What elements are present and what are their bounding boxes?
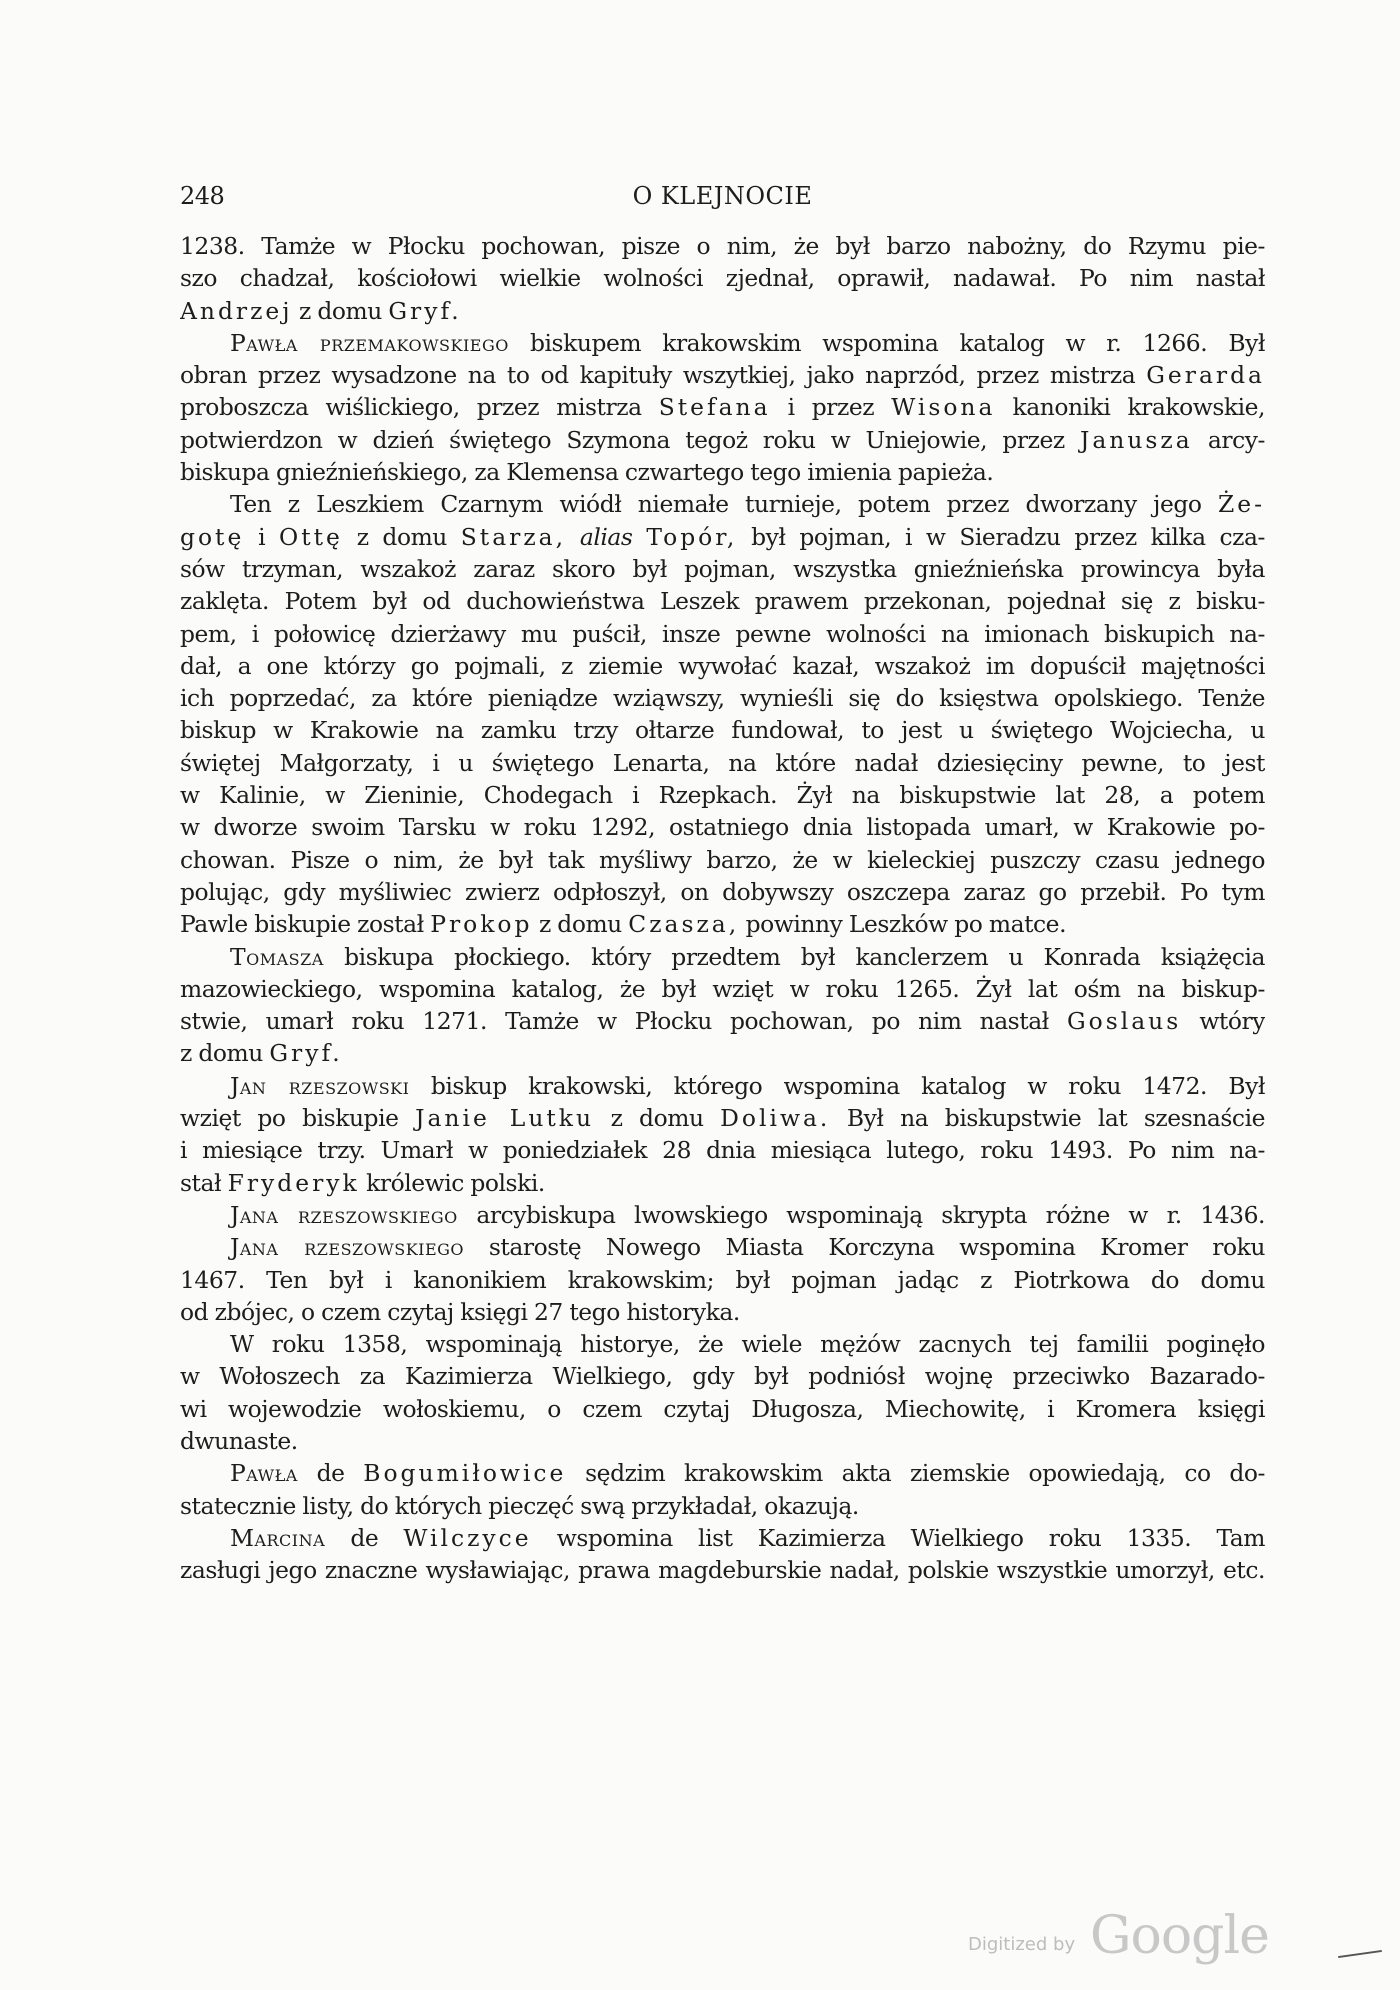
text-line (180, 488, 1265, 520)
text-run: zasługi jego znaczne wysławiając, prawa magdeburskie nadał, polskie wszystkie umorzył, etc. (180, 1556, 1265, 1585)
text-line (180, 262, 1265, 294)
watermark-prefix: Digitized by (968, 1934, 1076, 1955)
text-run: biskupa gnieźnieńskiego, za Klemensa czwartego tego imienia papieża. (180, 458, 994, 487)
text-run: potwierdzon w dzień świętego Szymona tegoż roku w Uniejowie, przez (180, 425, 1080, 454)
text-run: z domu (594, 1104, 721, 1133)
text-run: z domu (532, 910, 629, 939)
small-caps-name: Marcina (230, 1523, 326, 1552)
text-line (180, 1522, 1265, 1554)
scan-mark (1338, 1950, 1382, 1958)
text-run: mazowieckiego, wspomina katalog, że był wzięt w roku 1265. Żył lat ośm na biskup- (180, 974, 1265, 1003)
small-caps-name: Pawła (230, 1459, 298, 1488)
text-run: arcybiskupa lwowskiego wspominają skrypta różne w r. 1436. (457, 1200, 1265, 1229)
small-caps-name: Pawła przemakowskiego (230, 328, 509, 357)
spaced-name: Goslaus (1066, 1007, 1182, 1036)
spaced-name: Andrzej (180, 296, 293, 325)
page-header (180, 182, 1265, 222)
spaced-name: Stefana (658, 393, 771, 422)
text-line (180, 1425, 1265, 1457)
text-line (180, 811, 1265, 843)
text-run: biskup krakowski, którego wspomina katalog w roku 1472. Był (409, 1071, 1265, 1100)
text-line (180, 779, 1265, 811)
text-line (180, 359, 1265, 391)
text-run: biskup w Krakowie na zamku trzy ołtarze fundował, to jest u świętego Wojciecha, u (180, 716, 1265, 745)
text-run: obran przez wysadzone na to od kapituły wszytkiej, jako naprzód, przez mistrza (180, 361, 1147, 390)
text-run: chowan. Pisze o nim, że był tak myśliwy barzo, że w kieleckiej puszczy czasu jednego (180, 845, 1265, 874)
text-line (180, 230, 1265, 262)
text-run: statecznie listy, do których pieczęć swą przykładał, okazują. (180, 1491, 859, 1520)
small-caps-name: Tomasza (230, 942, 324, 971)
text-line (180, 1360, 1265, 1392)
text-run: z domu (180, 1039, 270, 1068)
text-run: 1467. Ten był i kanonikiem krakowskim; był pojman jadąc z Piotrkowa do domu (180, 1265, 1265, 1294)
text-run: od zbójec, o czem czytaj księgi 27 tego historyka. (180, 1297, 740, 1326)
text-run: sów trzyman, wszakoż zaraz skoro był pojman, wszystka gnieźnieńska prowincya była (180, 554, 1265, 583)
text-run: Pawle biskupie został (180, 910, 431, 939)
page-number: 248 (180, 182, 225, 210)
text-run: Był na biskupstwie lat szesnaście (830, 1104, 1265, 1133)
google-logo: Google (1090, 1906, 1269, 1966)
text-run: Ten z Leszkiem Czarnym wiódł niemałe turnieje, potem przez dworzany jego (230, 490, 1218, 519)
text-line (180, 327, 1265, 359)
text-line (180, 1037, 1265, 1069)
text-line (180, 941, 1265, 973)
text-line (180, 1457, 1265, 1489)
text-line (180, 973, 1265, 1005)
spaced-name: Bogumiłowice (363, 1459, 567, 1488)
spaced-name: Gryf. (269, 1039, 343, 1068)
text-run: 1238. Tamże w Płocku pochowan, pisze o nim, że był barzo nabożny, do Rzymu pie- (180, 232, 1265, 260)
text-run: proboszcza wiślickiego, przez mistrza (180, 393, 659, 422)
text-run: de (297, 1459, 364, 1488)
text-run: i miesiące trzy. Umarł w poniedziałek 28 dnia miesiąca lutego, roku 1493. Po nim na- (180, 1136, 1265, 1165)
running-head: O KLEJNOCIE (632, 182, 813, 210)
text-run: W roku 1358, wspominają historye, że wiele mężów zacnych tej familii poginęło (230, 1330, 1265, 1359)
text-run: wspomina list Kazimierza Wielkiego roku 1335. Tam (531, 1523, 1265, 1552)
text-line (180, 1070, 1265, 1102)
text-line (180, 908, 1265, 940)
spaced-name: Wilczyce (403, 1523, 532, 1552)
text-line (180, 521, 1265, 553)
text-line (180, 456, 1265, 488)
spaced-name: Janusza (1079, 425, 1193, 454)
spaced-name: Starza, (460, 522, 567, 551)
spaced-name: Wisona (891, 393, 996, 422)
text-run: stwie, umarł roku 1271. Tamże w Płocku pochowan, po nim nastał (180, 1007, 1067, 1036)
text-run: był pojman, i w Sieradzu przez kilka cza- (737, 522, 1265, 551)
text-run: szo chadzał, kościołowi wielkie wolności zjednał, oprawił, nadawał. Po nim nastał (180, 264, 1265, 293)
spaced-name: gotę (180, 522, 245, 551)
text-line (180, 1102, 1265, 1134)
small-caps-name: Jan rzeszowski (230, 1071, 410, 1100)
text-run: ich poprzedać, za które pieniądze wziąwszy, wynieśli się do księstwa opolskiego. Tenże (180, 684, 1265, 713)
spaced-name: Gerarda (1146, 361, 1265, 390)
text-run: biskupa płockiego. który przedtem był kanclerzem u Konrada książęcia (323, 942, 1265, 971)
text-line (180, 1231, 1265, 1263)
text-line (180, 1296, 1265, 1328)
text-run: w dworze swoim Tarsku w roku 1292, ostatniego dnia listopada umarł, w Krakowie po- (180, 813, 1265, 842)
text-line (180, 1005, 1265, 1037)
text-run (566, 523, 580, 551)
text-run: w Kalinie, w Zieninie, Chodegach i Rzepkach. Żył na biskupstwie lat 28, a potem (180, 781, 1265, 810)
text-run: królewic polski. (359, 1168, 545, 1197)
spaced-name: Czasza, (628, 910, 740, 939)
text-line (180, 1490, 1265, 1522)
text-line (180, 1199, 1265, 1231)
text-line (180, 1393, 1265, 1425)
text-line (180, 295, 1265, 327)
text-run: zaklęta. Potem był od duchowieństwa Leszek prawem przekonan, pojednał się z bisku- (180, 587, 1265, 616)
text-line (180, 391, 1265, 423)
text-line (180, 1264, 1265, 1296)
text-line (180, 747, 1265, 779)
text-line (180, 682, 1265, 714)
text-run: wtóry (1181, 1007, 1265, 1036)
text-run: wzięt po biskupie (180, 1104, 416, 1133)
text-run: polując, gdy myśliwiec zwierz odpłoszył, on dobywszy oszczepa zaraz go przebił. Po tym (180, 877, 1265, 906)
text-run: świętej Małgorzaty, i u świętego Lenarta, na które nadał dziesięciny pewne, to jest (180, 748, 1265, 777)
text-run: kanoniki krakowskie, (995, 393, 1265, 422)
text-run: dał, a one którzy go pojmali, z ziemie wywołać kazał, wszakoż im dopuścił majętności (180, 651, 1265, 680)
text-run: biskupem krakowskim wspomina katalog w r. 1266. Był (508, 328, 1265, 357)
text-run: powinny Leszków po matce. (739, 910, 1067, 939)
text-line (180, 876, 1265, 908)
text-line (180, 585, 1265, 617)
digitized-by-google-watermark (968, 1906, 1308, 1972)
spaced-name: Gryf. (388, 296, 462, 325)
spaced-name: Prokop (430, 910, 533, 939)
spaced-name: Doliwa. (720, 1104, 831, 1133)
spaced-name: Fryderyk (227, 1168, 360, 1197)
text-run: z domu (342, 522, 461, 551)
text-line (180, 844, 1265, 876)
text-line (180, 424, 1265, 456)
spaced-name: Janie Lutku (415, 1104, 595, 1133)
spaced-name: Ottę (279, 522, 343, 551)
text-run: z domu (292, 296, 389, 325)
text-line (180, 650, 1265, 682)
text-run: de (325, 1523, 404, 1552)
spaced-name: Że- (1218, 490, 1265, 519)
text-run: arcy- (1192, 425, 1265, 454)
text-line (180, 1134, 1265, 1166)
body-text (180, 230, 1265, 1586)
small-caps-name: Jana rzeszowskiego (230, 1233, 465, 1262)
text-run: wi wojewodzie wołoskiemu, o czem czytaj Długosza, Miechowitę, i Kromera księgi (180, 1394, 1265, 1423)
text-line (180, 1167, 1265, 1199)
italic-term: alias (579, 522, 633, 551)
text-run: stał (180, 1168, 228, 1197)
spaced-name: Topór, (646, 522, 738, 551)
text-line (180, 714, 1265, 746)
text-run: i (244, 522, 280, 551)
text-run: w Wołoszech za Kazimierza Wielkiego, gdy był podniósł wojnę przeciwko Bazarado- (180, 1362, 1265, 1391)
text-line (180, 1328, 1265, 1360)
text-run: dwunaste. (180, 1426, 298, 1455)
text-run: pem, i połowicę dzierżawy mu puścił, insze pewne wolności na imionach biskupich na- (180, 619, 1265, 648)
small-caps-name: Jana rzeszowskiego (230, 1200, 458, 1229)
text-line (180, 618, 1265, 650)
text-line (180, 553, 1265, 585)
text-line (180, 1554, 1265, 1586)
text-run: i przez (770, 393, 892, 422)
text-run (632, 523, 646, 551)
text-run: sędzim krakowskim akta ziemskie opowiedają, co do- (566, 1459, 1265, 1488)
text-run: starostę Nowego Miasta Korczyna wspomina Kromer roku (464, 1233, 1265, 1262)
